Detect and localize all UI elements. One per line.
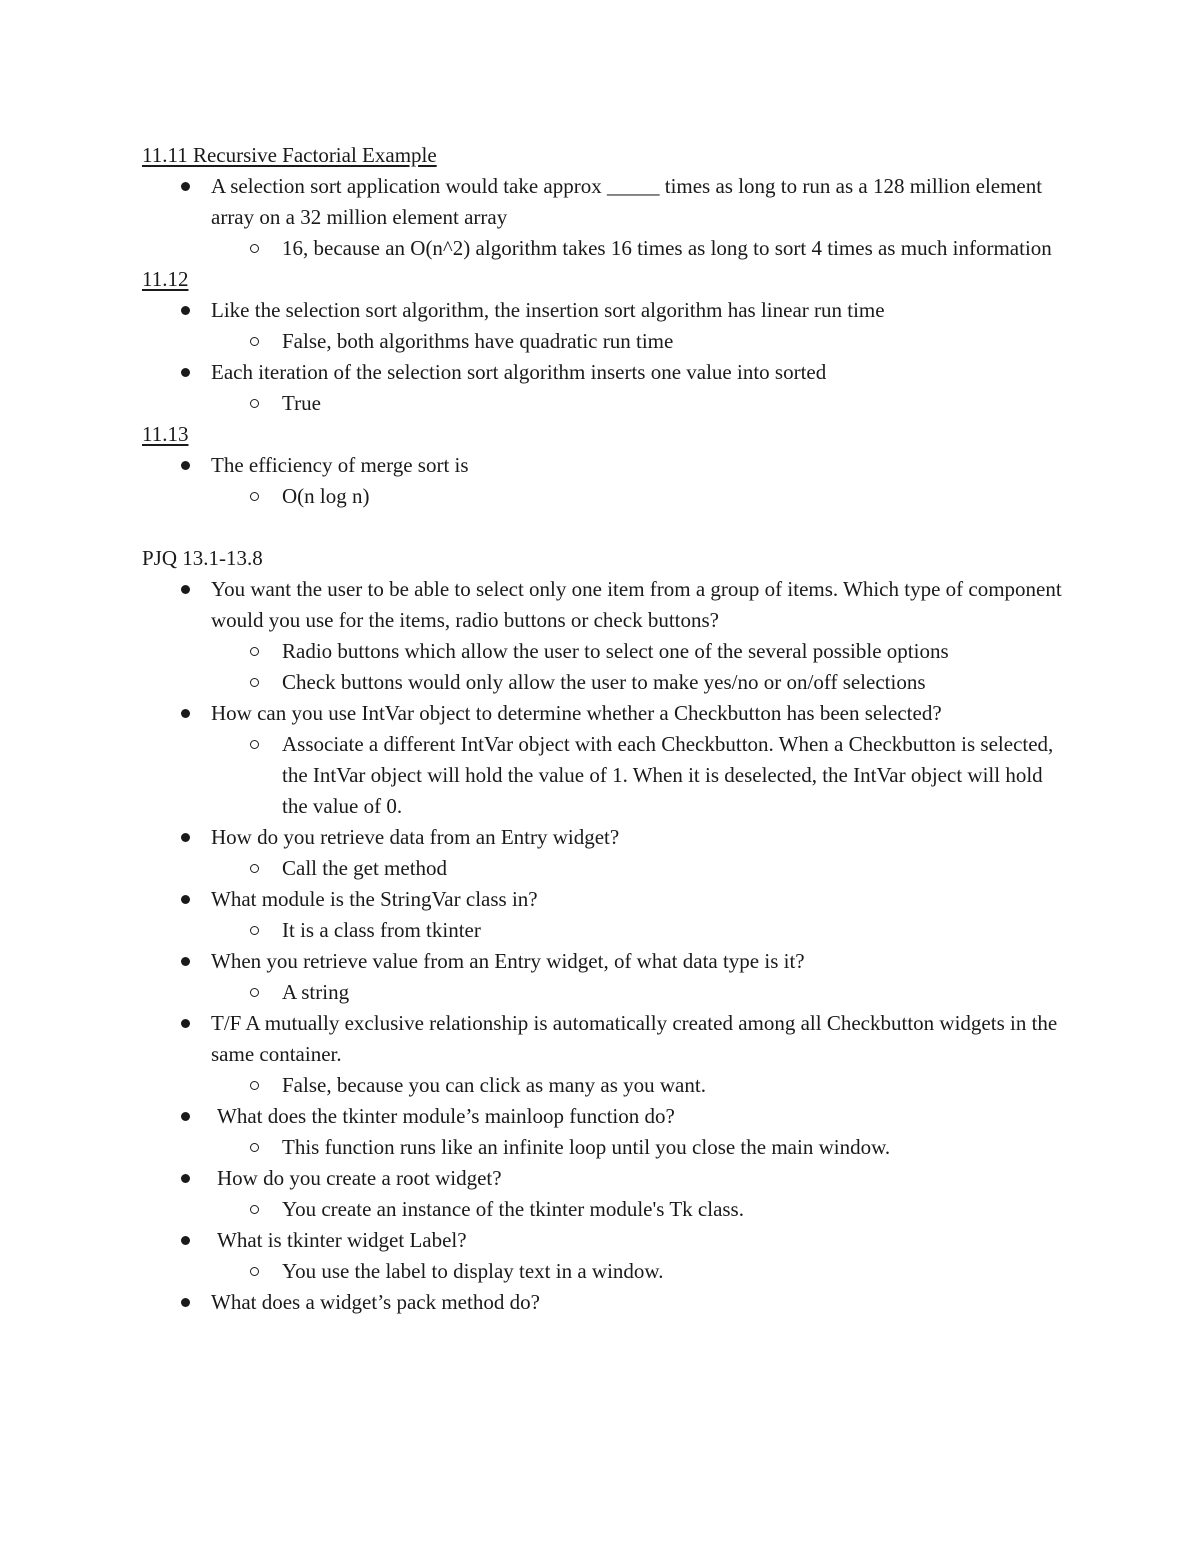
hollow-bullet-icon bbox=[250, 988, 259, 997]
hollow-bullet-icon bbox=[250, 1081, 259, 1090]
answer-text: False, both algorithms have quadratic run time bbox=[282, 329, 674, 353]
hollow-bullet-icon bbox=[250, 1143, 259, 1152]
answer-list bbox=[211, 1070, 1072, 1101]
section-pjq bbox=[142, 543, 1072, 1318]
question-text: What does the tkinter module’s mainloop function do? bbox=[217, 1104, 675, 1128]
question-text: How do you retrieve data from an Entry widget? bbox=[211, 825, 620, 849]
bullet-icon bbox=[181, 709, 190, 718]
answer-text: Associate a different IntVar object with each Checkbutton. When a Checkbutton is selected, the IntVar object will hold the value of 1. When it is deselected, the IntVar object will hold the value of 0. bbox=[282, 732, 1054, 818]
question-text: Like the selection sort algorithm, the insertion sort algorithm has linear run time bbox=[211, 298, 885, 322]
question-text: When you retrieve value from an Entry widget, of what data type is it? bbox=[211, 949, 805, 973]
answer-list bbox=[211, 1194, 1072, 1225]
answer-text: 16, because an O(n^2) algorithm takes 16 times as long to sort 4 times as much information bbox=[282, 236, 1052, 260]
question-list bbox=[142, 171, 1072, 264]
answer-text: A string bbox=[282, 980, 350, 1004]
hollow-bullet-icon bbox=[250, 926, 259, 935]
answer-text: This function runs like an infinite loop until you close the main window. bbox=[282, 1135, 891, 1159]
bullet-icon bbox=[181, 306, 190, 315]
answer-text: You create an instance of the tkinter module's Tk class. bbox=[282, 1197, 744, 1221]
hollow-bullet-icon bbox=[250, 1267, 259, 1276]
hollow-bullet-icon bbox=[250, 647, 259, 656]
section-heading bbox=[142, 543, 1072, 574]
answer-list bbox=[211, 481, 1072, 512]
section-heading-text: 11.13 bbox=[142, 422, 189, 446]
bullet-icon bbox=[181, 1174, 190, 1183]
hollow-bullet-icon bbox=[250, 399, 259, 408]
answer-item bbox=[142, 977, 1072, 1008]
answer-text: False, because you can click as many as you want. bbox=[282, 1073, 706, 1097]
question-item bbox=[142, 1163, 1072, 1225]
bullet-icon bbox=[181, 895, 190, 904]
section-heading-text: PJQ 13.1-13.8 bbox=[142, 546, 263, 570]
notes-body bbox=[142, 140, 1072, 1318]
bullet-icon bbox=[181, 1112, 190, 1121]
answer-list bbox=[211, 636, 1072, 698]
answer-list bbox=[211, 729, 1072, 822]
bullet-icon bbox=[181, 585, 190, 594]
answer-list bbox=[211, 915, 1072, 946]
answer-text: Call the get method bbox=[282, 856, 448, 880]
bullet-icon bbox=[181, 1019, 190, 1028]
question-item bbox=[142, 1287, 1072, 1318]
question-text: Each iteration of the selection sort algorithm inserts one value into sorted bbox=[211, 360, 827, 384]
section-11-11 bbox=[142, 140, 1072, 264]
bullet-icon bbox=[181, 833, 190, 842]
question-item bbox=[142, 822, 1072, 884]
bullet-icon bbox=[181, 957, 190, 966]
question-item bbox=[142, 1101, 1072, 1163]
hollow-bullet-icon bbox=[250, 1205, 259, 1214]
answer-list bbox=[211, 1132, 1072, 1163]
question-text: T/F A mutually exclusive relationship is automatically created among all Checkbutton widgets in the same container. bbox=[211, 1011, 1058, 1066]
section-11-12 bbox=[142, 264, 1072, 419]
answer-text: O(n log n) bbox=[282, 484, 370, 508]
answer-item bbox=[142, 1256, 1072, 1287]
bullet-icon bbox=[181, 182, 190, 191]
question-item bbox=[142, 698, 1072, 822]
answer-text: It is a class from tkinter bbox=[282, 918, 481, 942]
answer-item bbox=[142, 915, 1072, 946]
answer-item bbox=[142, 1132, 1072, 1163]
answer-list bbox=[211, 853, 1072, 884]
question-item bbox=[142, 450, 1072, 512]
answer-item bbox=[142, 233, 1072, 264]
answer-item bbox=[142, 636, 1072, 667]
section-heading bbox=[142, 140, 1072, 171]
bullet-icon bbox=[181, 1236, 190, 1245]
question-text: What module is the StringVar class in? bbox=[211, 887, 538, 911]
section-heading bbox=[142, 264, 1072, 295]
bullet-icon bbox=[181, 368, 190, 377]
hollow-bullet-icon bbox=[250, 337, 259, 346]
answer-text: Radio buttons which allow the user to select one of the several possible options bbox=[282, 639, 949, 663]
question-item bbox=[142, 1225, 1072, 1287]
question-item bbox=[142, 357, 1072, 419]
section-11-13 bbox=[142, 419, 1072, 512]
answer-item bbox=[142, 729, 1072, 822]
answer-text: You use the label to display text in a window. bbox=[282, 1259, 664, 1283]
hollow-bullet-icon bbox=[250, 244, 259, 253]
question-item bbox=[142, 884, 1072, 946]
bullet-icon bbox=[181, 1298, 190, 1307]
answer-item bbox=[142, 853, 1072, 884]
question-text: What does a widget’s pack method do? bbox=[211, 1290, 540, 1314]
answer-item bbox=[142, 326, 1072, 357]
answer-item bbox=[142, 388, 1072, 419]
answer-list bbox=[211, 233, 1072, 264]
section-heading-text: 11.12 bbox=[142, 267, 189, 291]
hollow-bullet-icon bbox=[250, 864, 259, 873]
hollow-bullet-icon bbox=[250, 678, 259, 687]
answer-text: Check buttons would only allow the user to make yes/no or on/off selections bbox=[282, 670, 926, 694]
question-text: A selection sort application would take approx _____ times as long to run as a 128 million element array on a 32 million element array bbox=[211, 174, 1043, 229]
question-item bbox=[142, 171, 1072, 264]
section-heading bbox=[142, 419, 1072, 450]
section-heading-text: 11.11 Recursive Factorial Example bbox=[142, 143, 437, 167]
question-list bbox=[142, 295, 1072, 419]
answer-item bbox=[142, 667, 1072, 698]
section-spacer bbox=[142, 512, 1072, 543]
answer-text: True bbox=[282, 391, 321, 415]
question-list bbox=[142, 450, 1072, 512]
bullet-icon bbox=[181, 461, 190, 470]
answer-list bbox=[211, 977, 1072, 1008]
answer-item bbox=[142, 1070, 1072, 1101]
answer-list bbox=[211, 1256, 1072, 1287]
hollow-bullet-icon bbox=[250, 740, 259, 749]
answer-list bbox=[211, 388, 1072, 419]
question-text: You want the user to be able to select only one item from a group of items. Which type of component would you use for the items, radio buttons or check buttons? bbox=[211, 577, 1062, 632]
answer-item bbox=[142, 1194, 1072, 1225]
question-item bbox=[142, 574, 1072, 698]
answer-list bbox=[211, 326, 1072, 357]
hollow-bullet-icon bbox=[250, 492, 259, 501]
question-text: How do you create a root widget? bbox=[217, 1166, 502, 1190]
answer-item bbox=[142, 481, 1072, 512]
question-item bbox=[142, 1008, 1072, 1101]
question-text: What is tkinter widget Label? bbox=[217, 1228, 467, 1252]
question-list bbox=[142, 574, 1072, 1318]
question-text: How can you use IntVar object to determine whether a Checkbutton has been selected? bbox=[211, 701, 942, 725]
question-item bbox=[142, 295, 1072, 357]
question-text: The efficiency of merge sort is bbox=[211, 453, 469, 477]
question-item bbox=[142, 946, 1072, 1008]
